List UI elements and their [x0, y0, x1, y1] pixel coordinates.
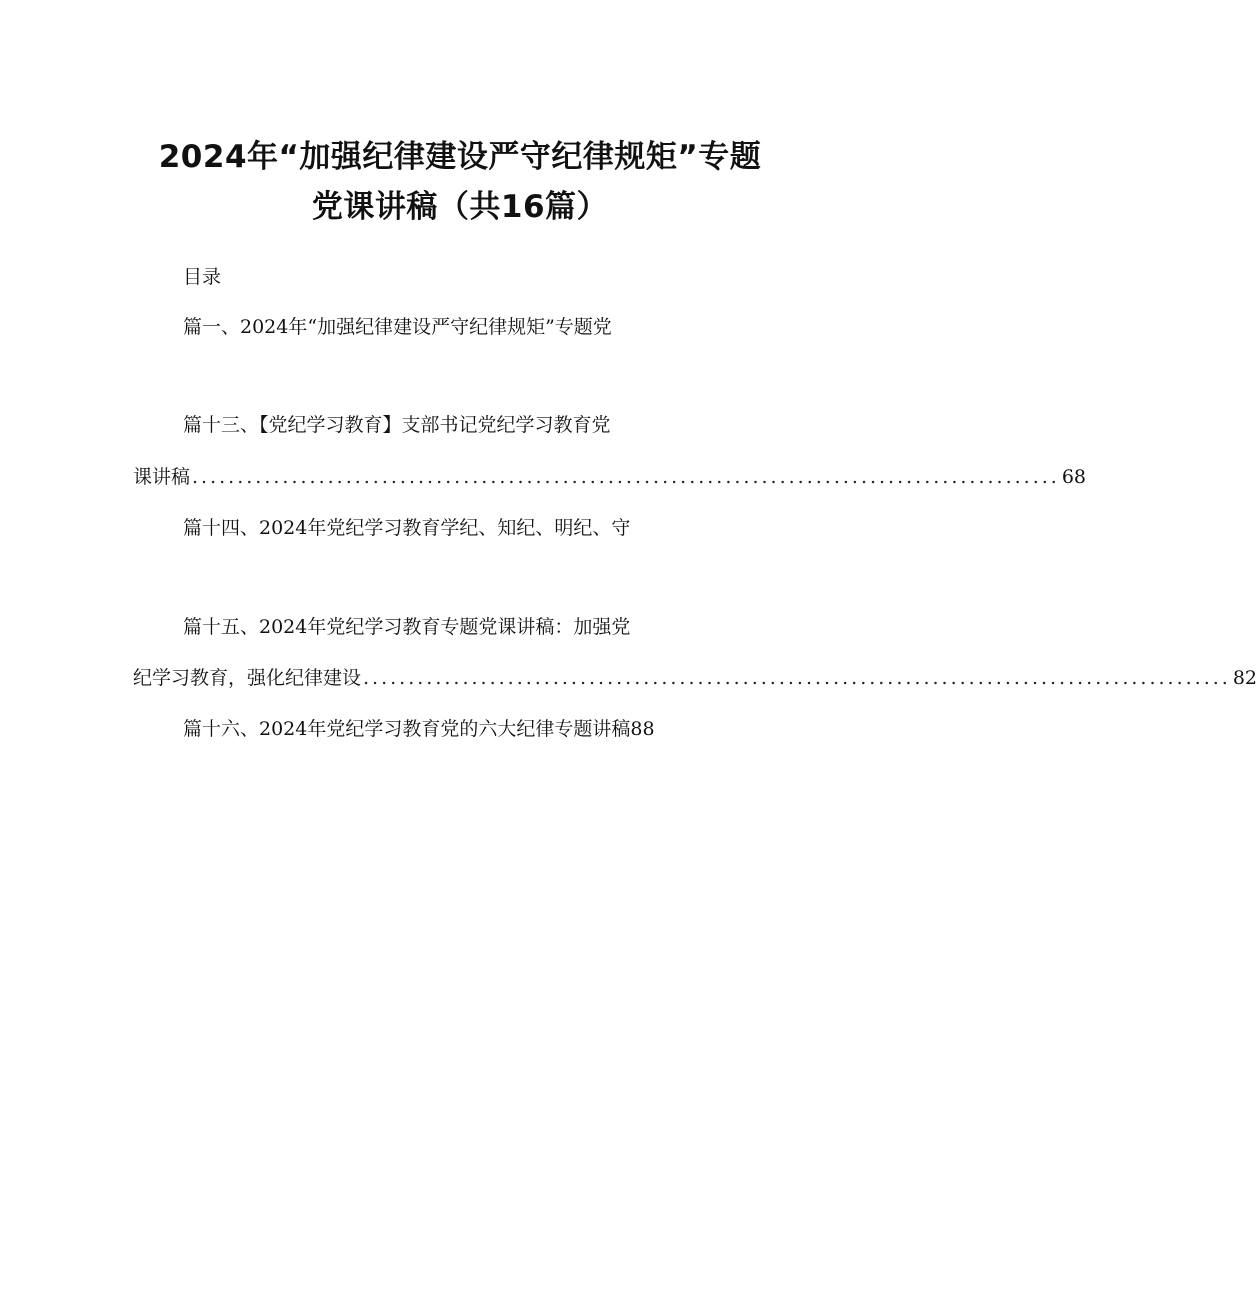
toc-leader-dots: ................................................................................................ — [363, 667, 1231, 689]
title-line-2: 党课讲稿（共16篇） — [311, 189, 609, 225]
toc-heading: 目录 — [183, 266, 222, 288]
toc-entry-text: 课讲稿 — [133, 466, 191, 488]
toc-entry-13[interactable]: 篇十三、【党纪学习教育】支部书记党纪学习教育党 — [183, 414, 611, 436]
toc-entry-text: 纪学习教育，强化纪律建设 — [133, 667, 362, 689]
toc-entry-16[interactable]: 篇十六、2024年党纪学习教育党的六大纪律专题讲稿88 — [183, 718, 655, 740]
toc-page-number: 68 — [1061, 466, 1086, 488]
toc-entry-15-continued[interactable] — [133, 663, 1257, 693]
document-title — [0, 132, 920, 232]
toc-leader-dots: ................................................................................................ — [192, 466, 1060, 488]
toc-entry-14[interactable]: 篇十四、2024年党纪学习教育学纪、知纪、明纪、守 — [183, 517, 631, 539]
toc-entry-13-continued[interactable] — [133, 462, 1086, 492]
toc-entry-15[interactable]: 篇十五、2024年党纪学习教育专题党课讲稿：加强党 — [183, 616, 631, 638]
toc-page-number: 82 — [1232, 667, 1257, 689]
toc-entry-1[interactable]: 篇一、2024年“加强纪律建设严守纪律规矩”专题党 — [183, 316, 612, 338]
title-line-1: 2024年“加强纪律建设严守纪律规矩”专题 — [158, 139, 762, 175]
